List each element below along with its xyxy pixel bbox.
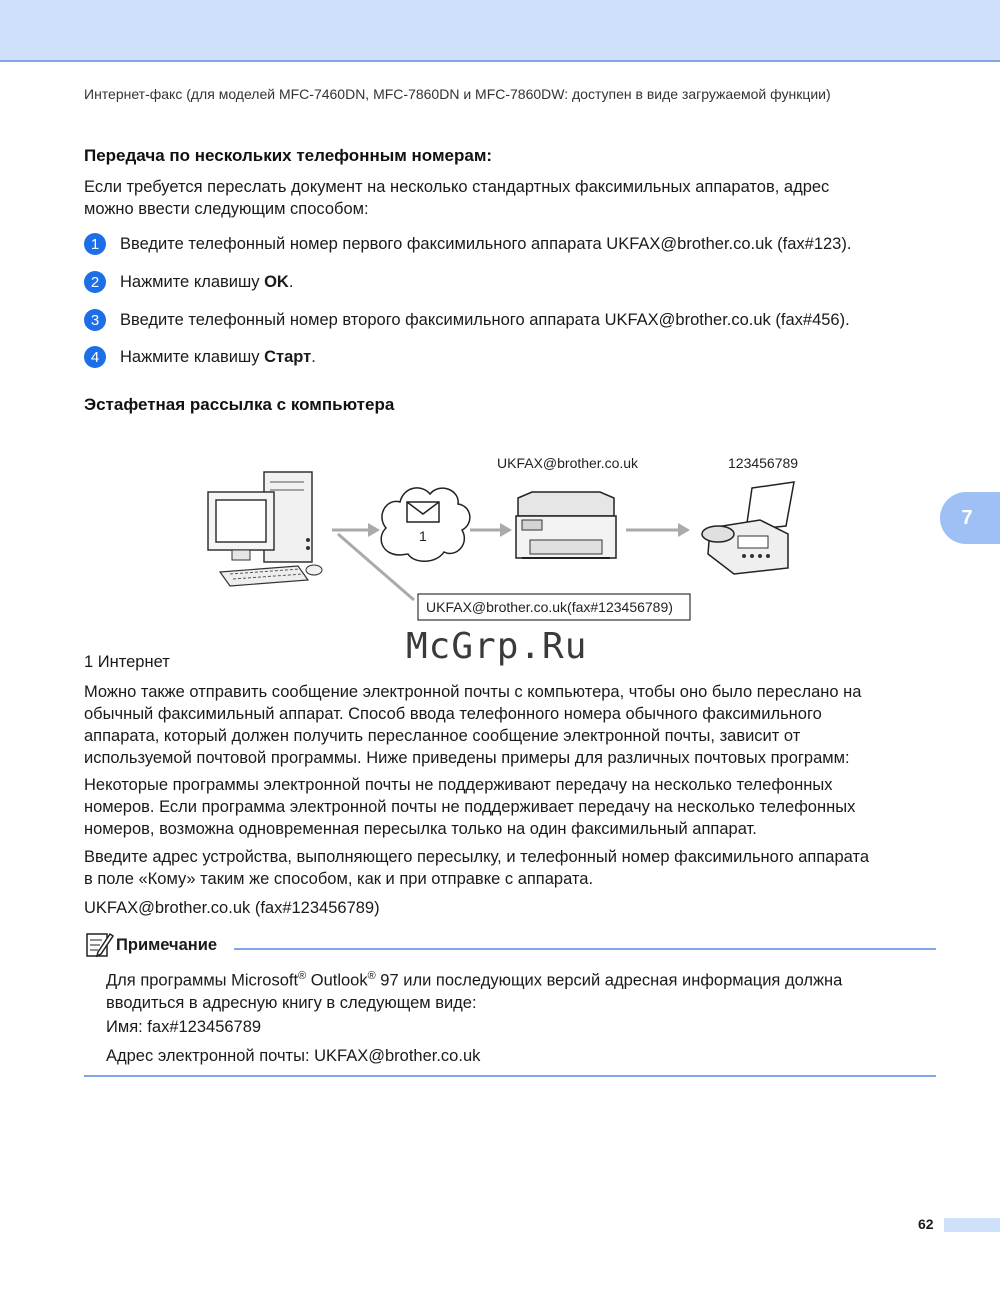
text-line: вводиться в адресную книгу в следующем виде:	[106, 993, 477, 1012]
step-number-badge: 1	[84, 233, 106, 255]
key-name: Старт	[264, 347, 312, 366]
intro-text	[84, 176, 944, 220]
computer-icon	[208, 472, 322, 586]
page-number-band	[944, 1218, 1000, 1232]
registered-mark: ®	[298, 970, 307, 982]
text-line: UKFAX@brother.co.uk (fax#123456789)	[84, 899, 380, 917]
printer-icon	[516, 492, 616, 558]
text-line: Некоторые программы электронной почты не поддерживают передачу на несколько телефонных	[84, 776, 833, 794]
top-header-band	[0, 0, 1000, 62]
step-number-badge: 4	[84, 346, 106, 368]
text-line: 97 или последующих версий адресная информация должна	[375, 971, 843, 990]
step-4	[84, 346, 316, 368]
cloud-number: 1	[419, 528, 427, 544]
step-number-badge: 3	[84, 309, 106, 331]
step-text: Нажмите клавишу	[120, 272, 265, 291]
text-line: номеров, возможна одновременная пересылка только на один факсимильный аппарат.	[84, 820, 757, 838]
section-title-multiple-numbers: Передача по нескольких телефонным номерам:	[84, 146, 493, 165]
paragraph-enter-address	[84, 846, 944, 890]
text-line: Для программы Microsoft	[106, 971, 299, 990]
note-label: Примечание	[116, 936, 218, 954]
page-number: 62	[918, 1216, 934, 1232]
step-text: Нажмите клавишу	[120, 347, 265, 366]
watermark-text: McGrp.Ru	[406, 626, 588, 667]
note-header	[84, 930, 936, 960]
printer-email-label: UKFAX@brother.co.uk	[497, 455, 639, 471]
text-line: Введите адрес устройства, выполняющего пересылку, и телефонный номер факсимильного аппарата	[84, 848, 870, 866]
note-email-line: Адрес электронной почты: UKFAX@brother.co.uk	[106, 1047, 481, 1065]
section-title-pc-relay: Эстафетная рассылка с компьютера	[84, 395, 395, 414]
running-header: Интернет-факс (для моделей MFC-7460DN, MFC-7860DN и MFC-7860DW: доступен в виде загружаемой функции)	[84, 86, 831, 102]
text-line: в поле «Кому» таким же способом, как и при отправке с аппарата.	[84, 870, 594, 888]
step-text: Введите телефонный номер первого факсимильного аппарата UKFAX@brother.co.uk (fax#123).	[120, 234, 852, 253]
fax-number-label: 123456789	[728, 455, 799, 471]
text-line: аппарата, который должен получить пересланное сообщение электронной почты, зависит от	[84, 727, 801, 745]
text-line: Можно также отправить сообщение электронной почты с компьютера, чтобы оно было переслано на	[84, 683, 862, 701]
key-name: OK	[264, 272, 289, 291]
note-name-line: Имя: fax#123456789	[106, 1018, 262, 1036]
fax-machine-icon	[702, 482, 794, 574]
note-divider	[234, 948, 936, 950]
address-box-text: UKFAX@brother.co.uk(fax#123456789)	[426, 599, 673, 615]
note-outlook-text	[106, 965, 926, 1014]
registered-mark: ®	[367, 970, 376, 982]
text-line: используемой почтовой программы. Ниже приведены примеры для различных почтовых программ:	[84, 749, 850, 767]
internet-cloud-icon	[381, 488, 470, 561]
step-text-end: .	[288, 272, 294, 291]
chapter-tab[interactable]: 7	[940, 492, 1000, 544]
paragraph-email-from-pc	[84, 681, 944, 769]
handset-icon	[702, 526, 734, 542]
text-line: Outlook	[306, 971, 368, 990]
step-text: Введите телефонный номер второго факсимильного аппарата UKFAX@brother.co.uk (fax#456).	[120, 310, 850, 329]
note-pencil-icon	[84, 930, 114, 958]
text-line: обычный факсимильный аппарат. Способ ввода телефонного номера обычного факсимильного	[84, 705, 822, 723]
relay-diagram	[200, 450, 820, 630]
step-number-badge: 2	[84, 271, 106, 293]
intro-line-2: можно ввести следующим способом:	[84, 200, 369, 218]
step-2	[84, 271, 293, 293]
diagram-caption: 1 Интернет	[84, 653, 170, 671]
step-text-end: .	[311, 347, 316, 366]
example-address	[84, 897, 944, 919]
step-1	[84, 233, 851, 255]
text-line: номеров. Если программа электронной почты не поддерживает передачу на несколько телефонных	[84, 798, 856, 816]
intro-line-1: Если требуется переслать документ на несколько стандартных факсимильных аппаратов, адрес	[84, 178, 830, 196]
step-3	[84, 309, 850, 331]
note-bottom-divider	[84, 1075, 936, 1077]
paragraph-multiple-numbers-support	[84, 774, 944, 840]
